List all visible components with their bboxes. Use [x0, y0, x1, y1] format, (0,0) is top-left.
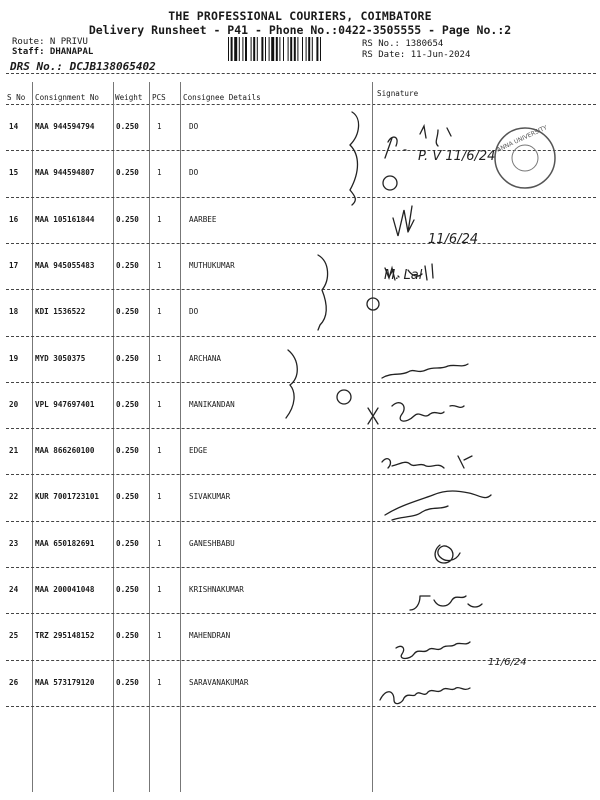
cell-weight: 0.250: [116, 631, 139, 641]
circled-number: [383, 176, 397, 190]
cell-pcs: 1: [157, 446, 162, 456]
cell-consignee: DO: [189, 168, 199, 178]
svg-text:ANNA UNIVERSITY: ANNA UNIVERSITY: [495, 124, 549, 154]
grid-line: [180, 82, 181, 792]
cell-weight: 0.250: [116, 260, 139, 270]
circled-number: [367, 298, 379, 310]
cell-consignee: KRISHNAKUMAR: [189, 585, 244, 594]
cell-pcs: 1: [157, 538, 162, 548]
cell-sno: 18: [9, 307, 19, 317]
barcode-image: [228, 37, 356, 61]
cell-weight: 0.250: [116, 399, 139, 409]
cell-sno: 21: [9, 446, 19, 456]
cell-weight: 0.250: [116, 214, 139, 224]
row-divider: [6, 660, 596, 661]
cell-consignment: KUR 7001723101: [35, 492, 100, 502]
cell-consignee: MANIKANDAN: [189, 399, 235, 409]
circled-number: [337, 390, 351, 404]
cell-consignee: DO: [189, 122, 199, 131]
cell-sno: 14: [9, 122, 19, 131]
cell-sno: 20: [9, 399, 19, 409]
barcode-bar: [242, 37, 243, 61]
signature-scribble: [385, 126, 451, 158]
barcode-bar: [294, 37, 296, 61]
signature-scribble: [435, 545, 460, 563]
cell-consignment: MAA 650182691: [35, 538, 95, 548]
cell-weight: 0.250: [116, 492, 139, 502]
cell-consignee: MUTHUKUMAR: [189, 260, 235, 270]
col-weight: Weight: [115, 93, 143, 102]
barcode-bar: [312, 37, 313, 61]
cell-consignment: MYD 3050375: [35, 353, 86, 363]
bracket-mark: [286, 350, 297, 418]
university-stamp: [495, 124, 555, 188]
cell-consignment: MAA 944594807: [35, 168, 95, 178]
barcode-bar: [308, 37, 310, 61]
barcode-bar: [279, 37, 280, 61]
signature-scribble: [368, 403, 464, 424]
barcode-bar: [251, 37, 252, 61]
barcode-bar: [231, 37, 233, 61]
barcode-bar: [261, 37, 263, 61]
row-divider: [6, 289, 596, 290]
rs-number: RS No.: 1380654: [362, 39, 444, 49]
cell-sno: 26: [9, 677, 19, 687]
signature-scribble: [380, 688, 470, 704]
row-divider: [6, 428, 596, 429]
cell-sno: 15: [9, 168, 19, 178]
route-label: Route: N PRIVU: [12, 37, 88, 47]
barcode-bar: [297, 37, 298, 61]
barcode-bar: [234, 37, 237, 61]
cell-consignee: GANESHBABU: [189, 538, 235, 548]
col-sno: S No: [7, 93, 26, 102]
cell-pcs: 1: [157, 307, 162, 317]
cell-pcs: 1: [157, 122, 162, 131]
cell-pcs: 1: [157, 168, 162, 178]
cell-weight: 0.250: [116, 353, 139, 363]
signature-scribble: [382, 456, 472, 468]
header-divider: [6, 73, 596, 74]
cell-sno: 19: [9, 353, 19, 363]
barcode-bar: [288, 37, 289, 61]
cell-weight: 0.250: [116, 168, 139, 178]
cell-pcs: 1: [157, 399, 162, 409]
cell-sno: 16: [9, 214, 19, 224]
cell-consignee: SARAVANAKUMAR: [189, 677, 249, 687]
col-pcs: PCS: [152, 93, 166, 102]
cell-consignment: MAA 200041048: [35, 585, 95, 594]
cell-consignment: MAA 945055483: [35, 260, 95, 270]
barcode-bar: [306, 37, 307, 61]
cell-sno: 17: [9, 260, 19, 270]
barcode-bar: [269, 37, 270, 61]
row-divider: [6, 243, 596, 244]
cell-sno: 25: [9, 631, 19, 641]
grid-line: [149, 82, 150, 792]
cell-pcs: 1: [157, 353, 162, 363]
row-divider: [6, 382, 596, 383]
rs-date: RS Date: 11-Jun-2024: [362, 50, 471, 60]
barcode-bar: [257, 37, 258, 61]
handwritten-name: M. Lal: [384, 268, 423, 283]
cell-consignment: MAA 944594794: [35, 122, 95, 131]
barcode-bar: [302, 37, 303, 61]
cell-weight: 0.250: [116, 677, 139, 687]
row-divider: [6, 706, 596, 707]
barcode-bar: [245, 37, 247, 61]
cell-consignee: DO: [189, 307, 199, 317]
cell-consignment: VPL 947697401: [35, 399, 95, 409]
cell-pcs: 1: [157, 585, 162, 594]
drs-number: DRS No.: DCJB138065402: [10, 60, 156, 73]
signature-scribble: [385, 491, 491, 520]
col-consignment: Consignment No: [35, 93, 100, 102]
barcode-bar: [253, 37, 255, 61]
barcode-bar: [239, 37, 240, 61]
cell-consignee: AARBEE: [189, 214, 217, 224]
cell-pcs: 1: [157, 260, 162, 270]
cell-pcs: 1: [157, 214, 162, 224]
runsheet-title: THE PROFESSIONAL COURIERS, COIMBATORE: [168, 9, 432, 23]
col-signature: Signature: [377, 89, 419, 98]
cell-pcs: 1: [157, 492, 162, 502]
cell-consignee: ARCHANA: [189, 353, 222, 363]
grid-line: [113, 82, 114, 792]
cell-consignment: MAA 105161844: [35, 214, 95, 224]
cell-weight: 0.250: [116, 585, 139, 594]
signature-scribble: [393, 206, 414, 236]
signature-scribble: [385, 264, 433, 280]
cell-consignee: EDGE: [189, 446, 208, 456]
row-divider: [6, 521, 596, 522]
cell-consignment: MAA 866260100: [35, 446, 95, 456]
cell-consignee: SIVAKUMAR: [189, 492, 231, 502]
cell-weight: 0.250: [116, 122, 139, 131]
row-divider: [6, 474, 596, 475]
cell-pcs: 1: [157, 677, 162, 687]
barcode-bar: [228, 37, 229, 61]
staff-label: Staff: DHANAPAL: [12, 47, 94, 57]
signature-scribble: [410, 596, 482, 610]
grid-line: [372, 82, 373, 792]
row-divider: [6, 336, 596, 337]
cell-sno: 22: [9, 492, 19, 502]
barcode-bar: [320, 37, 321, 61]
barcode-bar: [276, 37, 278, 61]
barcode-bar: [290, 37, 292, 61]
row-divider: [6, 150, 596, 151]
cell-weight: 0.250: [116, 446, 139, 456]
cell-consignment: KDI 1536522: [35, 307, 86, 317]
handwritten-date: P. V 11/6/24: [418, 149, 496, 164]
bracket-mark: [318, 255, 328, 330]
column-header-divider: [6, 104, 596, 105]
bracket-mark: [350, 112, 359, 205]
cell-weight: 0.250: [116, 307, 139, 317]
row-divider: [6, 613, 596, 614]
cell-consignee: MAHENDRAN: [189, 631, 231, 641]
col-consignee: Consignee Details: [183, 93, 261, 102]
barcode-bar: [271, 37, 274, 61]
grid-line: [32, 82, 33, 792]
barcode-bar: [283, 37, 284, 61]
handwritten-date: 11/6/24: [488, 657, 527, 668]
row-divider: [6, 567, 596, 568]
signature-scribble: [382, 364, 468, 378]
cell-sno: 24: [9, 585, 19, 594]
barcode-bar: [316, 37, 318, 61]
signature-scribble: [396, 642, 470, 659]
cell-consignment: MAA 573179120: [35, 677, 95, 687]
cell-weight: 0.250: [116, 538, 139, 548]
runsheet-subtitle: Delivery Runsheet - P41 - Phone No.:0422-3505555 - Page No.:2: [88, 23, 512, 37]
handwritten-date: 11/6/24: [428, 232, 479, 247]
cell-consignment: TRZ 295148152: [35, 631, 95, 641]
row-divider: [6, 197, 596, 198]
barcode-bar: [265, 37, 266, 61]
cell-sno: 23: [9, 538, 19, 548]
cell-pcs: 1: [157, 631, 162, 641]
